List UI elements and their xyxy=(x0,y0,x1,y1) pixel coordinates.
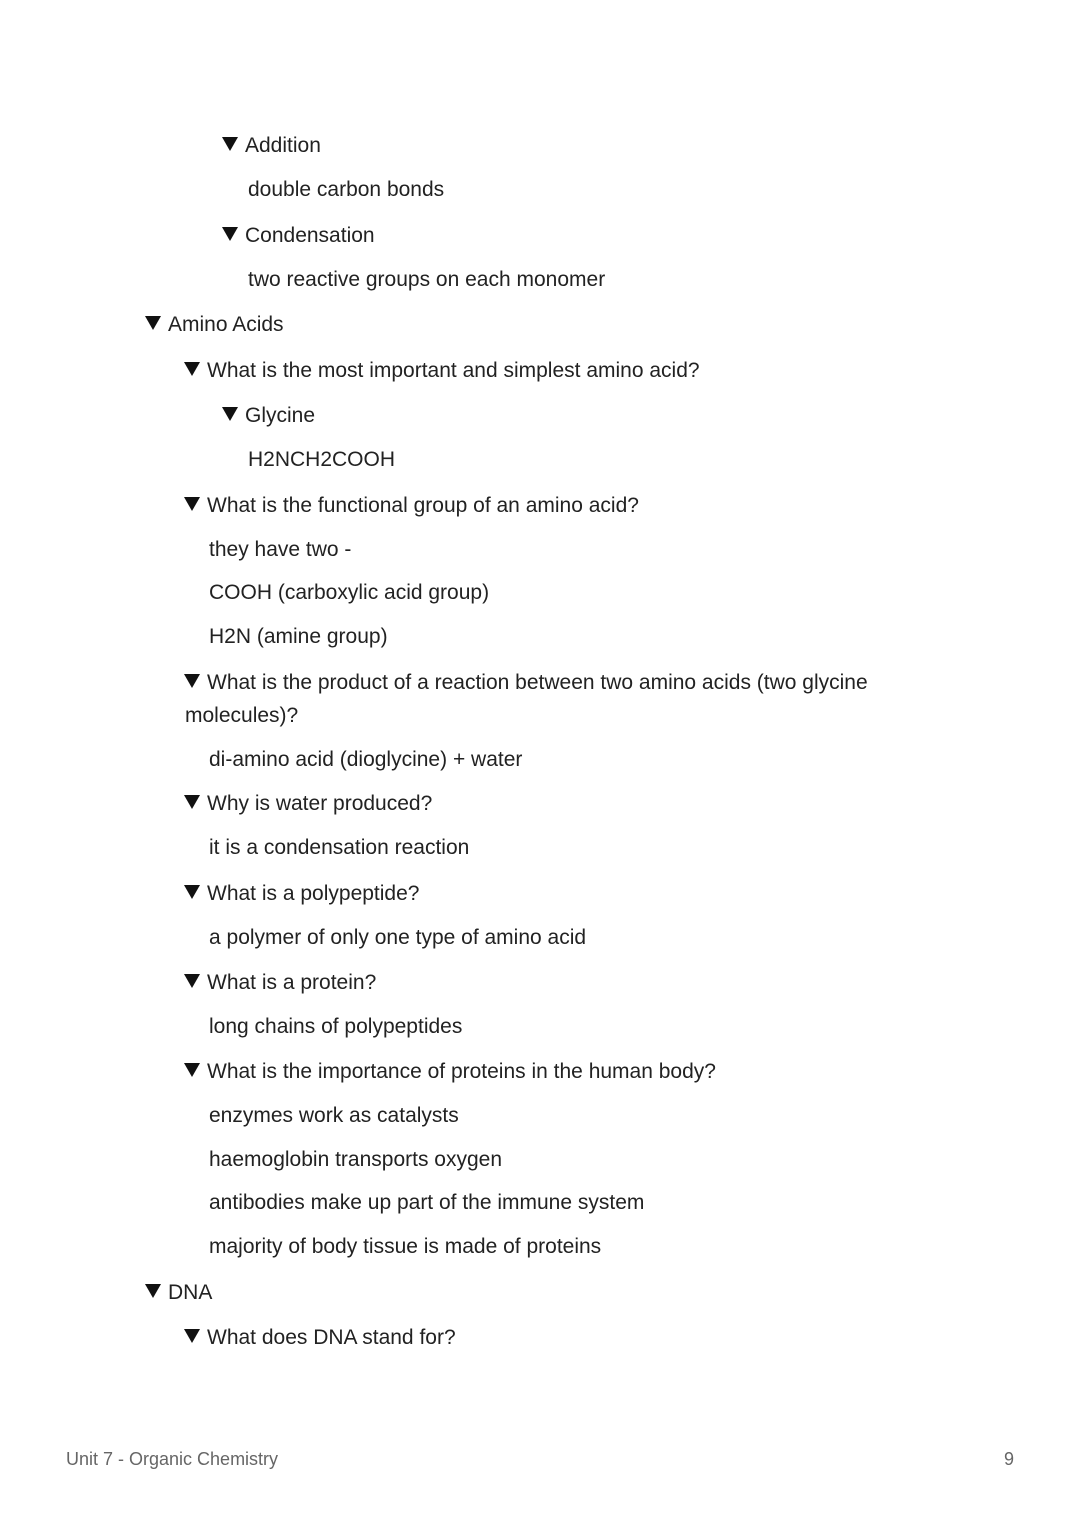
question-product-line1: What is the product of a reaction between two amino acids (two glycine xyxy=(207,671,868,694)
answer-importance-3: antibodies make up part of the immune system xyxy=(209,1191,645,1214)
outline-toggle-q-product[interactable] xyxy=(184,667,868,699)
outline-toggle-glycine[interactable] xyxy=(222,400,315,432)
note-condensation: two reactive groups on each monomer xyxy=(248,268,606,291)
outline-toggle-q-simplest[interactable] xyxy=(184,355,700,387)
outline-toggle-q-functional[interactable] xyxy=(184,490,639,522)
question-polypeptide: What is a polypeptide? xyxy=(207,882,420,905)
question-product-line2: molecules)? xyxy=(185,704,299,727)
triangle-down-icon xyxy=(184,974,200,988)
triangle-down-icon xyxy=(222,137,238,151)
answer-functional-1: they have two - xyxy=(209,538,352,561)
answer-functional-3: H2N (amine group) xyxy=(209,625,388,648)
heading-dna: DNA xyxy=(168,1281,213,1304)
page-number: 9 xyxy=(1004,1449,1015,1469)
triangle-down-icon xyxy=(145,1284,161,1298)
heading-glycine: Glycine xyxy=(245,404,316,427)
answer-importance-2: haemoglobin transports oxygen xyxy=(209,1148,503,1171)
question-water: Why is water produced? xyxy=(207,792,433,815)
outline-toggle-q-dna[interactable] xyxy=(184,1322,456,1354)
outline-toggle-condensation[interactable] xyxy=(222,220,375,252)
question-dna-stand-for: What does DNA stand for? xyxy=(207,1326,456,1349)
question-simplest: What is the most important and simplest amino acid? xyxy=(207,359,700,382)
heading-addition: Addition xyxy=(245,134,321,157)
outline-toggle-q-importance[interactable] xyxy=(184,1056,716,1088)
glycine-formula: H2NCH2COOH xyxy=(248,448,396,471)
answer-water: it is a condensation reaction xyxy=(209,836,470,859)
question-functional-group: What is the functional group of an amino acid? xyxy=(207,494,639,517)
triangle-down-icon xyxy=(184,674,200,688)
triangle-down-icon xyxy=(184,1329,200,1343)
triangle-down-icon xyxy=(222,407,238,421)
heading-amino-acids: Amino Acids xyxy=(168,313,284,336)
triangle-down-icon xyxy=(222,227,238,241)
triangle-down-icon xyxy=(145,316,161,330)
answer-importance-1: enzymes work as catalysts xyxy=(209,1104,459,1127)
answer-protein: long chains of polypeptides xyxy=(209,1015,463,1038)
triangle-down-icon xyxy=(184,885,200,899)
answer-importance-4: majority of body tissue is made of proteins xyxy=(209,1235,602,1258)
answer-polypeptide: a polymer of only one type of amino acid xyxy=(209,926,587,949)
answer-functional-2: COOH (carboxylic acid group) xyxy=(209,581,490,604)
triangle-down-icon xyxy=(184,497,200,511)
triangle-down-icon xyxy=(184,795,200,809)
outline-toggle-dna[interactable] xyxy=(145,1277,212,1309)
triangle-down-icon xyxy=(184,1063,200,1077)
triangle-down-icon xyxy=(184,362,200,376)
heading-condensation: Condensation xyxy=(245,224,375,247)
note-addition: double carbon bonds xyxy=(248,178,445,201)
answer-product: di-amino acid (dioglycine) + water xyxy=(209,748,523,771)
footer-title: Unit 7 - Organic Chemistry xyxy=(66,1449,279,1469)
outline-toggle-q-polypeptide[interactable] xyxy=(184,878,419,910)
outline-toggle-q-water[interactable] xyxy=(184,788,432,820)
outline-toggle-amino-acids[interactable] xyxy=(145,309,284,341)
question-importance: What is the importance of proteins in the human body? xyxy=(207,1060,716,1083)
outline-toggle-addition[interactable] xyxy=(222,130,321,162)
question-protein: What is a protein? xyxy=(207,971,377,994)
outline-toggle-q-protein[interactable] xyxy=(184,967,376,999)
